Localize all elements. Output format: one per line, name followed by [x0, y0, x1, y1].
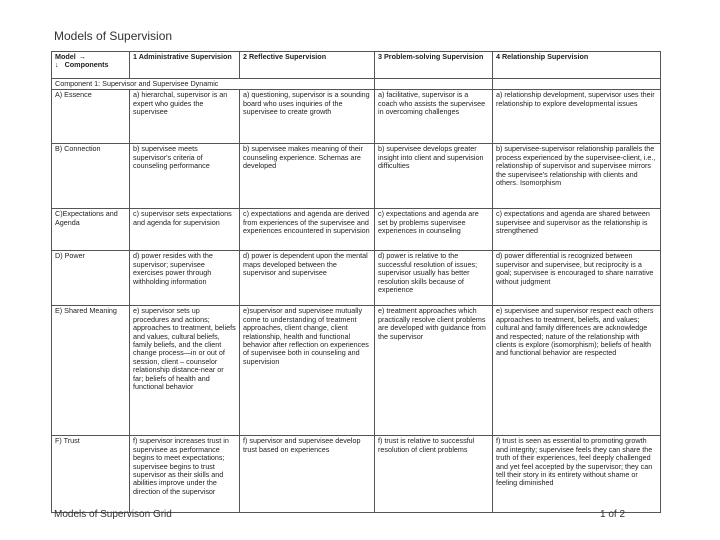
table-row: [52, 209, 661, 251]
arrow-right-icon: →: [78, 52, 86, 61]
table-cell: d) power differential is recognized between supervisor and supervisee, but reciprocity is a goal; supervisee is encouraged to share narrative without judgment: [493, 251, 661, 306]
table-cell: a) facilitative, supervisor is a coach who assists the supervisee in overcoming challenges: [375, 90, 493, 144]
row-label: C)Expectations and Agenda: [52, 209, 130, 251]
table-cell: f) supervisor and supervisee develop trust based on experiences: [240, 436, 375, 513]
table-row: [52, 306, 661, 436]
table-cell: c) expectations and agenda are set by problems supervisee experiences in counseling: [375, 209, 493, 251]
model-components-header: [52, 52, 130, 79]
document-title: Models of Supervision: [54, 29, 173, 43]
table-row: [52, 144, 661, 209]
row-label: D) Power: [52, 251, 130, 306]
table-cell: b) supervisee makes meaning of their counseling experience. Schemas are developed: [240, 144, 375, 209]
table-cell: b) supervisee-supervisor relationship parallels the process experienced by the supervisee-client, i.e., relationship of supervisor and supervisee mirrors the supervisee's relationship with clients and others. Isomorphism: [493, 144, 661, 209]
table-cell: e) supervisee and supervisor respect each others approaches to treatment, beliefs, and values; cultural and family differences are acknowledge and respected; nature of the relationship with clients is explore (isomorphism); beliefs of health and functional behavior are respected: [493, 306, 661, 436]
col-header-administrative: 1 Administrative Supervision: [130, 52, 240, 79]
table-cell: a) questioning, supervisor is a sounding board who uses inquiries of the supervisee to create growth: [240, 90, 375, 144]
component-blank-cell: [375, 79, 493, 90]
table-row: [52, 436, 661, 513]
model-label: Model: [55, 52, 76, 61]
page-number: 1 of 2: [600, 509, 626, 520]
row-label: E) Shared Meaning: [52, 306, 130, 436]
row-label: B) Connection: [52, 144, 130, 209]
table-cell: e) supervisor sets up procedures and actions; approaches to treatment, beliefs and values, cultural beliefs, family beliefs, and the client change process—in or out of session, client – counselor relationship distance-near or far; beliefs of health and functional behavior: [130, 306, 240, 436]
supervision-models-grid: [51, 51, 661, 513]
component-label: Component 1: Supervisor and Supervisee Dynamic: [52, 79, 375, 90]
table-row: [52, 90, 661, 144]
table-cell: d) power is dependent upon the mental maps developed between the supervisor and supervisee: [240, 251, 375, 306]
table-cell: c) expectations and agenda are derived from experiences of the supervisee and experiences encountered in supervision: [240, 209, 375, 251]
row-label: A) Essence: [52, 90, 130, 144]
table-cell: c) expectations and agenda are shared between supervisee and supervisor as the relationship is strengthened: [493, 209, 661, 251]
table-cell: d) power resides with the supervisor; supervisee exercises power through withholding information: [130, 251, 240, 306]
col-header-relationship: 4 Relationship Supervision: [493, 52, 661, 79]
table-row: [52, 251, 661, 306]
header-row: [52, 52, 661, 79]
table-cell: f) trust is seen as essential to promoting growth and integrity; supervisee feels they can share the truth of their experiences, feel deeply challenged and yet feel accepted by the supervisor; they can tell their story in its entirety without shame or feeling diminished: [493, 436, 661, 513]
components-label: Components: [64, 60, 109, 70]
table-cell: e) treatment approaches which practically resolve client problems are developed with guidance from the supervisor: [375, 306, 493, 436]
row-label: F) Trust: [52, 436, 130, 513]
arrow-down-icon: ↓: [55, 60, 59, 70]
component-blank-cell: [493, 79, 661, 90]
table-cell: a) hierarchal, supervisor is an expert who guides the supervisee: [130, 90, 240, 144]
col-header-reflective: 2 Reflective Supervision: [240, 52, 375, 79]
table-cell: b) supervisee meets supervisor's criteria of counseling performance: [130, 144, 240, 209]
component-row: [52, 79, 661, 90]
table-cell: f) supervisor increases trust in supervisee as performance begins to meet expectations; supervisee begins to trust supervisor as their skills and abilities improve under the direction of the supervisor: [130, 436, 240, 513]
table-cell: e)supervisor and supervisee mutually come to understanding of treatment approaches, client change, client relationship, health and functional behavior after reflection on experiences of supervisee both in counseling and supervision: [240, 306, 375, 436]
table-cell: f) trust is relative to successful resolution of client problems: [375, 436, 493, 513]
table-cell: d) power is relative to the successful resolution of issues; supervisor usually has better resolution skills because of experience: [375, 251, 493, 306]
col-header-problem-solving: 3 Problem-solving Supervision: [375, 52, 493, 79]
table-cell: c) supervisor sets expectations and agenda for supervision: [130, 209, 240, 251]
table-cell: a) relationship development, supervisor uses their relationship to explore developmental issues: [493, 90, 661, 144]
footer-doc-name: Models of Supervison Grid: [54, 509, 172, 520]
table-cell: b) supervisee develops greater insight into client and supervision difficulties: [375, 144, 493, 209]
